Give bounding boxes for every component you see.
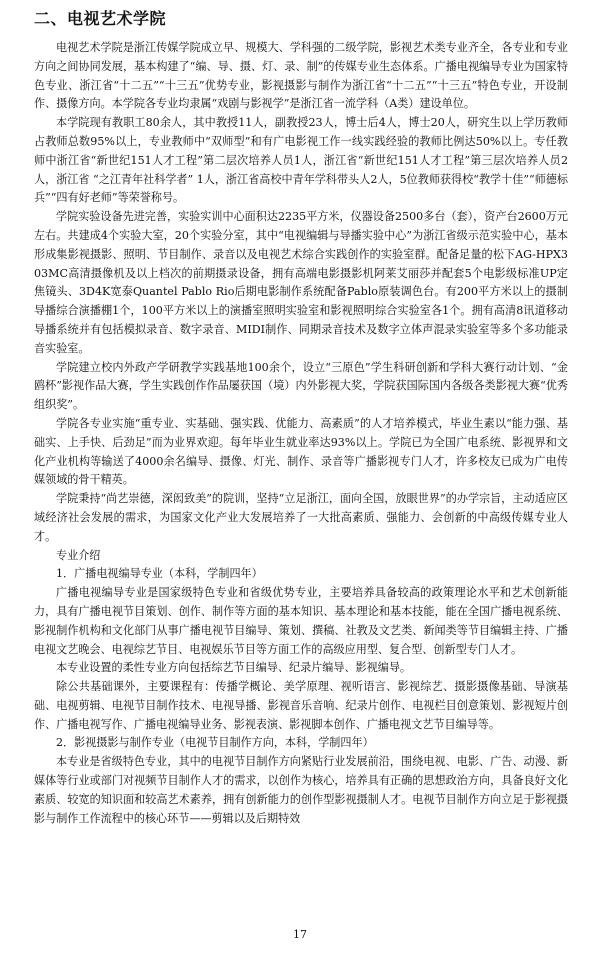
page-number: 17 <box>293 928 307 941</box>
body-text <box>34 39 568 828</box>
paragraph-facilities: 学院实验设备先进完善，实验实训中心面积达2235平方米，仪器设备2500多台（套），资产台2600万元左右。共建成4个实验大室，20个实验分室，其中“电视编辑与导播实验中心”为浙江省级示范实验中心，基本形成集影视摄影、照明、节目制作、录音以及电视艺术综合实践创作的实验室群。配备足量的松下AG-HPX303MC高清摄像机及以上档次的前期摄录设备，拥有高端电影摄影机阿莱艾丽莎并配套5个电影级标准UP定焦镜头、3D4K宽泰Quantel Pablo Rio后期电影制作系统配备Pablo原装调色台。有200平方米以上的摄制导播综合演播棚1个，100平方米以上的演播室照明实验室和影视照明综合实验室各1个。拥有高清8讯道移动导播系统并有包括模拟录音、数字录音、MIDI制作、同期录音技术及数字立体声混录实验室等多个多功能录音实验室。 <box>34 210 568 355</box>
paragraph-motto: 学院秉持“尚艺崇德，深闳致美”的院训，坚持“立足浙江，面向全国，放眼世界”的办学宗旨，主动适应区域经济社会发展的需求，为国家文化产业大发展培养了一大批高素质、强能力、会创新的中高级传媒专业人才。 <box>34 492 568 543</box>
paragraph-training-model: 学院各专业实施“重专业、实基础、强实践、优能力、高素质”的人才培养模式，毕业生素以“能力强、基础实、上手快、后劲足”而为业界欢迎。每年毕业生就业率达93%以上。学院已为全国广电系统、影视界和文化产业机构等输送了4000余名编导、摄像、灯光、制作、录音等广播影视专门人才，许多校友已成为广电传媒领域的骨干精英。 <box>34 416 568 487</box>
section-title: 二、电视艺术学院 <box>34 9 167 28</box>
paragraph-practice-bases: 学院建立校内外政产学研教学实践基地100余个，设立“三原色”学生科研创新和学科大赛行动计划、“金鸥杯”影视作品大赛，学生实践创作作品屡获国（境）内外影视大奖，学院获国际国内各级各类影视大赛“优秀组织奖”。 <box>34 360 568 412</box>
paragraph-major-1-desc: 广播电视编导专业是国家级特色专业和省级优势专业，主要培养具备较高的政策理论水平和艺术创新能力，具有广播电视节目策划、创作、制作等方面的基本知识、基本理论和基本技能，能在全国广播电视系统、影视制作机构和文化部门从事广播电视节目编导、策划、撰稿、社教及文艺类、新闻类等节目编辑主持、广播电视文艺晚会、电视综艺节目、电视娱乐节目等方面工作的高级应用型、复合型、创新型专门人才。 <box>34 586 568 656</box>
paragraph-intro: 电视艺术学院是浙江传媒学院成立早、规模大、学科强的二级学院，影视艺术类专业齐全，各专业和专业方向之间协同发展，基本构建了“编、导、摄、灯、录、制”的传媒专业生态体系。广播电视编导专业为国家特色专业、浙江省“十二五”“十三五”优势专业，影视摄影与制作为浙江省“十二五”“十三五”特色专业，开设制作、摄像方向。本学院各专业均隶属“戏剧与影视学”是浙江省一流学科（A类）建设单位。 <box>34 41 568 111</box>
paragraph-major-2-desc: 本专业是省级特色专业，其中的电视节目制作方向紧贴行业发展前沿，围绕电视、电影、广告、动漫、新媒体等行业或部门对视频节目制作人才的需求，以创作为核心，培养具有正确的思想政治方向，具备良好文化素质、较宽的知识面和较高艺术素养，拥有创新能力的创作型影视摄制人才。电视节目制作方向立足于影视摄影与制作工作流程中的核心环节——剪辑以及后期特效 <box>34 755 568 825</box>
subheading-major-2: 2．影视摄影与制作专业（电视节目制作方向，本科，学制四年） <box>56 736 374 750</box>
paragraph-major-1-courses: 除公共基础课外，主要课程有：传播学概论、美学原理、视听语言、影视综艺、摄影摄像基础、导演基础、电视剪辑、电视节目制作技术、电视导播、影视音乐音响、纪录片创作、电视栏目创意策划、影视短片创作、广播电视写作、广播电视编导业务、影视表演、影视脚本创作、广播电视文艺节目编导等。 <box>34 680 568 731</box>
paragraph-major-1-directions: 本专业设置的柔性专业方向包括综艺节目编导、纪录片编导、影视编导。 <box>56 661 412 675</box>
paragraph-faculty: 本学院现有教职工80余人，其中教授11人，副教授23人，博士后4人，博士20人，研究生以上学历教师占教师总数95%以上，专业教师中“双师型”和有广电影视工作一线实践经验的教师比例达50%以上。专任教师中浙江省“新世纪151人才工程”第二层次培养人员1人，浙江省“新世纪151人才工程”第三层次培养人员2人，浙江省 “之江青年社科学者” 1人，浙江省高校中青年学科带头人2人，5位教师获得校“教学十佳”“师德标兵”“四有好老师”等荣誉称号。 <box>34 116 568 205</box>
subheading-majors: 专业介绍 <box>56 548 101 562</box>
subheading-major-1: 1．广播电视编导专业（本科，学制四年） <box>56 567 263 581</box>
